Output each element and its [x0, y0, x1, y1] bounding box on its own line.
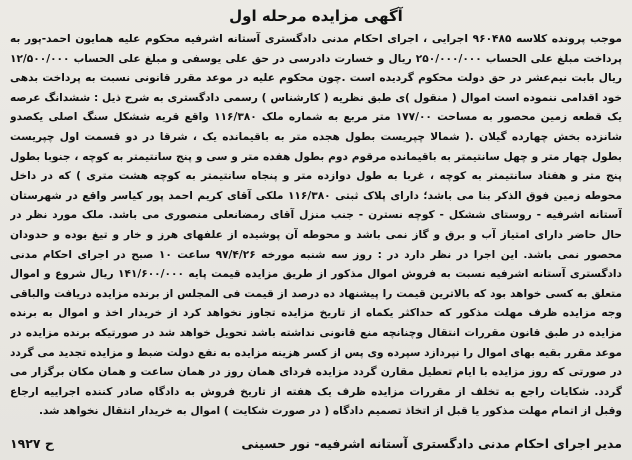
footer-number: ح ۱۹۲۷: [10, 435, 54, 451]
notice-title: آگهی مزایده مرحله اول: [229, 7, 403, 25]
notice-body: موجب پرونده کلاسه ۹۶۰۴۸۵ اجرایی ، اجرای احکام مدنی دادگستری آستانه اشرفیه محکوم علیه همایون احمد-پور به پرداخت مبلغ علی الحساب ۲۵۰/۰۰۰/۰۰۰ ریال و خسارت دادرسی در حق علی یوسفی و مبلغ علی الحساب ۱۲/۵۰۰/۰۰۰ ریال بابت نیم‌عشر در حق دولت محکوم گردیده است .چون محکوم علیه در موعد مقرر قانونی نسبت به پرداخت بدهی خود اقدامی ننموده است اموال ( منقول )ی طبق نظریه ( کارشناس ) رسمی دادگستری به شرح ذیل : ششدانگ عرصه یک قطعه زمین محصور به مساحت ۱۷۷/۰۰ متر مربع به شماره ملک ۱۱۶/۳۸۰ واقع قریه ششکل سنگ اصلی یکصدو شانزده بخش چهارده گیلان .( شمالا چپریست بطول هجده متر به باقیمانده یک ، شرقا در دو قسمت اول چپریست بطول چهار متر و چهل سانتیمتر به باقیمانده مرقوم دوم بطول هفده متر و سی و پنج سانتیمتر به کوچه ، جنوبا بطول پنج متر و هفتاد سانتیمتر به کوچه ، غربا به طول دوازده متر و پنجاه سانتیمتر به کوچه هشت متری ) که در داخل محوطه زمین فوق الذکر بنا می باشد؛ دارای پلاک ثبتی ۱۱۶/۳۸۰ ملکی آقای کریم احمد پور کیاسر واقع در شهرستان آستانه اشرفیه - روستای ششکل - کوچه نسترن - جنب منزل آقای رمضانعلی منصوری می باشد. ملک مورد نظر در حال حاضر دارای امتیاز آب و برق و گاز نمی باشد و محوطه آن پوشیده از علفهای هرز و خار و تیغ بوده و حدودان محصور نمی باشد. این اجرا در نظر دارد در : روز سه شنبه مورخه ۹۷/۴/۲۶ ساعت ۱۰ صبح در اجرای احکام مدنی دادگستری آستانه اشرفیه نسبت به فروش اموال مذکور از طریق مزایده قیمت پایه ۱۴۱/۶۰۰/۰۰۰ ریال شروع و اموال متعلق به کسی خواهد بود که بالاترین قیمت را پیشنهاد ده درصد از قیمت فی المجلس از برنده مزایده دریافت والباقی وجه مزایده ظرف مهلت مذکور که حداکثر یکماه از تاریخ مزایده تجاوز نخواهد کرد از خریدار اخذ و اموال به برنده مزایده در طبق قانون مقررات انتقال وچنانچه منع قانونی نداشته باشد تحویل خواهد شد در صورتیکه برنده مزایده در موعد مقرر بقیه بهای اموال را نپردازد سپرده وی پس از کسر هزینه مزایده به نفع دولت ضبط و مزایده تجدید می گردد در صورتی که روز مزایده با ایام تعطیل مقارن گردد مزایده فردای همان روز در همان ساعت و همان مکان برگزار می گردد. شکایات راجع به تخلف از مقررات مزایده ظرف یک هفته از تاریخ فروش به دادگاه صادر کننده اجراییه ارجاع وقبل از اتمام مهلت مذکور یا قبل از اتخاذ تصمیم دادگاه ( در صورت شکایت ) اموال به خریدار انتقال نخواهد شد.: [10, 33, 622, 418]
footer-signature: مدیر اجرای احکام مدنی دادگستری آستانه اشرفیه- نور حسینی: [241, 435, 622, 451]
notice-footer: [10, 432, 622, 454]
